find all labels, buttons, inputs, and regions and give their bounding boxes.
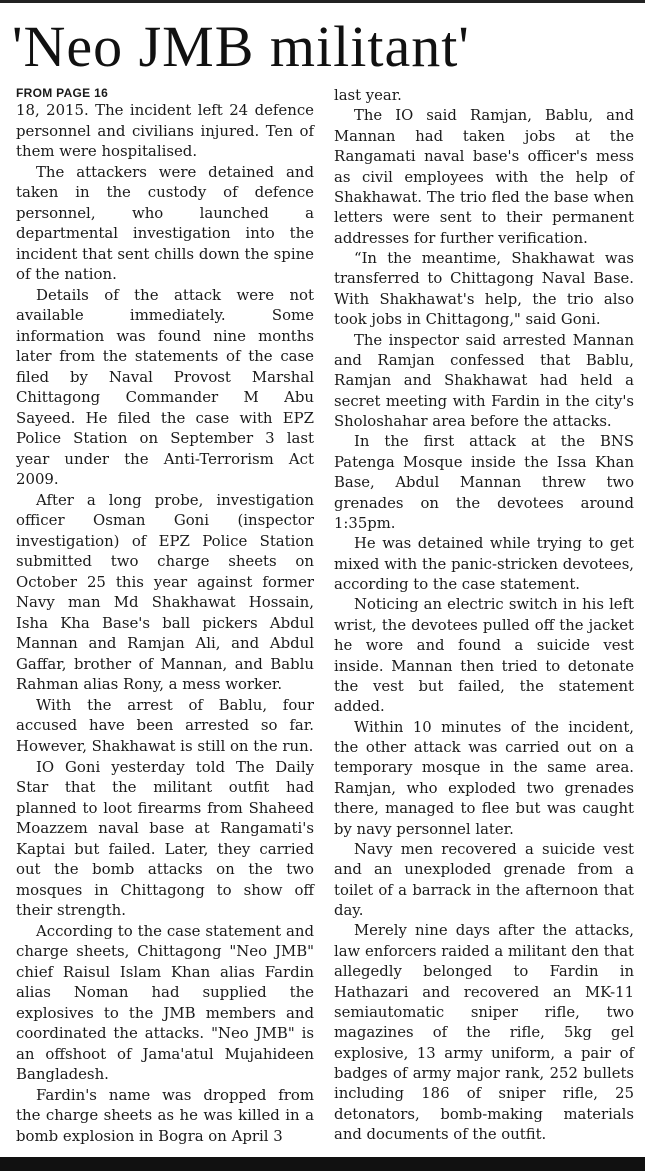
paragraph: He was detained while trying to get mixed with the panic-stricken devotees, according to the case statement. — [334, 535, 634, 593]
article-column-right — [334, 86, 634, 1146]
paragraph: Noticing an electric switch in his left wrist, the devotees pulled off the jacket he wore and found a suicide vest inside. Mannan then tried to detonate the vest but failed, the statement added. — [334, 596, 634, 716]
paragraph: After a long probe, investigation officer Osman Goni (inspector investigation) of EPZ Police Station submitted two charge sheets on October 25 this year against former Navy man Md Shakhawat Hossain, Isha Kha Base's ball pickers Abdul Mannan and Ramjan Ali, and Abdul Gaffar, brother of Mannan, and Bablu Rahman alias Rony, a mess worker. — [16, 490, 314, 694]
paragraph: Details of the attack were not available immediately. Some information was found nine months later from the statements of the case filed by Naval Provost Marshal Chittagong Commander M Abu Sayeed. He filed the case with EPZ Police Station on September 3 last year under the Anti-Terrorism Act 2009. — [16, 285, 314, 489]
paragraph: 18, 2015. The incident left 24 defence personnel and civilians injured. Ten of them were hospitalised. — [16, 101, 314, 161]
article-column-left — [16, 86, 314, 1146]
paragraph: The inspector said arrested Mannan and Ramjan confessed that Bablu, Ramjan and Shakhawat had held a secret meeting with Fardin in the city's Sholoshahar area before the attacks. — [334, 331, 634, 430]
paragraph: Navy men recovered a suicide vest and an unexploded grenade from a toilet of a barrack in the afternoon that day. — [334, 840, 634, 919]
from-page-label: FROM PAGE 16 — [16, 86, 109, 100]
paragraph: According to the case statement and charge sheets, Chittagong "Neo JMB" chief Raisul Islam Khan alias Fardin alias Noman had supplied the explosives to the JMB members and coordinated the attacks. "Neo JMB" is an offshoot of Jama'atul Mujahideen Bangladesh. — [16, 921, 314, 1084]
paragraph: The attackers were detained and taken in the custody of defence personnel, who launched a departmental investigation into the incident that sent chills down the spine of the nation. — [16, 162, 314, 284]
paragraph: In the first attack at the BNS Patenga Mosque inside the Issa Khan Base, Abdul Mannan threw two grenades on the devotees around 1:35pm. — [334, 433, 634, 532]
paragraph: With the arrest of Bablu, four accused have been arrested so far. However, Shakhawat is still on the run. — [16, 695, 314, 755]
paragraph: Fardin's name was dropped from the charge sheets as he was killed in a bomb explosion in Bogra on April 3 — [16, 1085, 314, 1145]
paragraph: last year. — [334, 87, 402, 104]
paragraph: Within 10 minutes of the incident, the other attack was carried out on a temporary mosque in the same area. Ramjan, who exploded two grenades there, managed to flee but was caught by navy personnel later. — [334, 718, 634, 838]
headline: 'Neo JMB militant' — [12, 14, 470, 79]
paragraph: IO Goni yesterday told The Daily Star that the militant outfit had planned to loot firearms from Shaheed Moazzem naval base at Rangamati's Kaptai but failed. Later, they carried out the bomb attacks on the two mosques in Chittagong to show off their strength. — [16, 757, 314, 920]
top-rule — [0, 0, 645, 3]
paragraph: “In the meantime, Shakhawat was transferred to Chittagong Naval Base. With Shakhawat's help, the trio also took jobs in Chittagong," said Goni. — [334, 250, 634, 329]
paragraph: The IO said Ramjan, Bablu, and Mannan had taken jobs at the Rangamati naval base's officer's mess as civil employees with the help of Shakhawat. The trio fled the base when letters were sent to their permanent addresses for further verification. — [334, 107, 634, 247]
bottom-bar — [0, 1157, 645, 1171]
paragraph: Merely nine days after the attacks, law enforcers raided a militant den that allegedly belonged to Fardin in Hathazari and recovered an MK-11 semiautomatic sniper rifle, two magazines of the rifle, 5kg gel explosive, 13 army uniform, a pair of badges of army major rank, 252 bullets including 186 of sniper rifle, 25 detonators, bomb-making materials and documents of the outfit. — [334, 922, 634, 1144]
